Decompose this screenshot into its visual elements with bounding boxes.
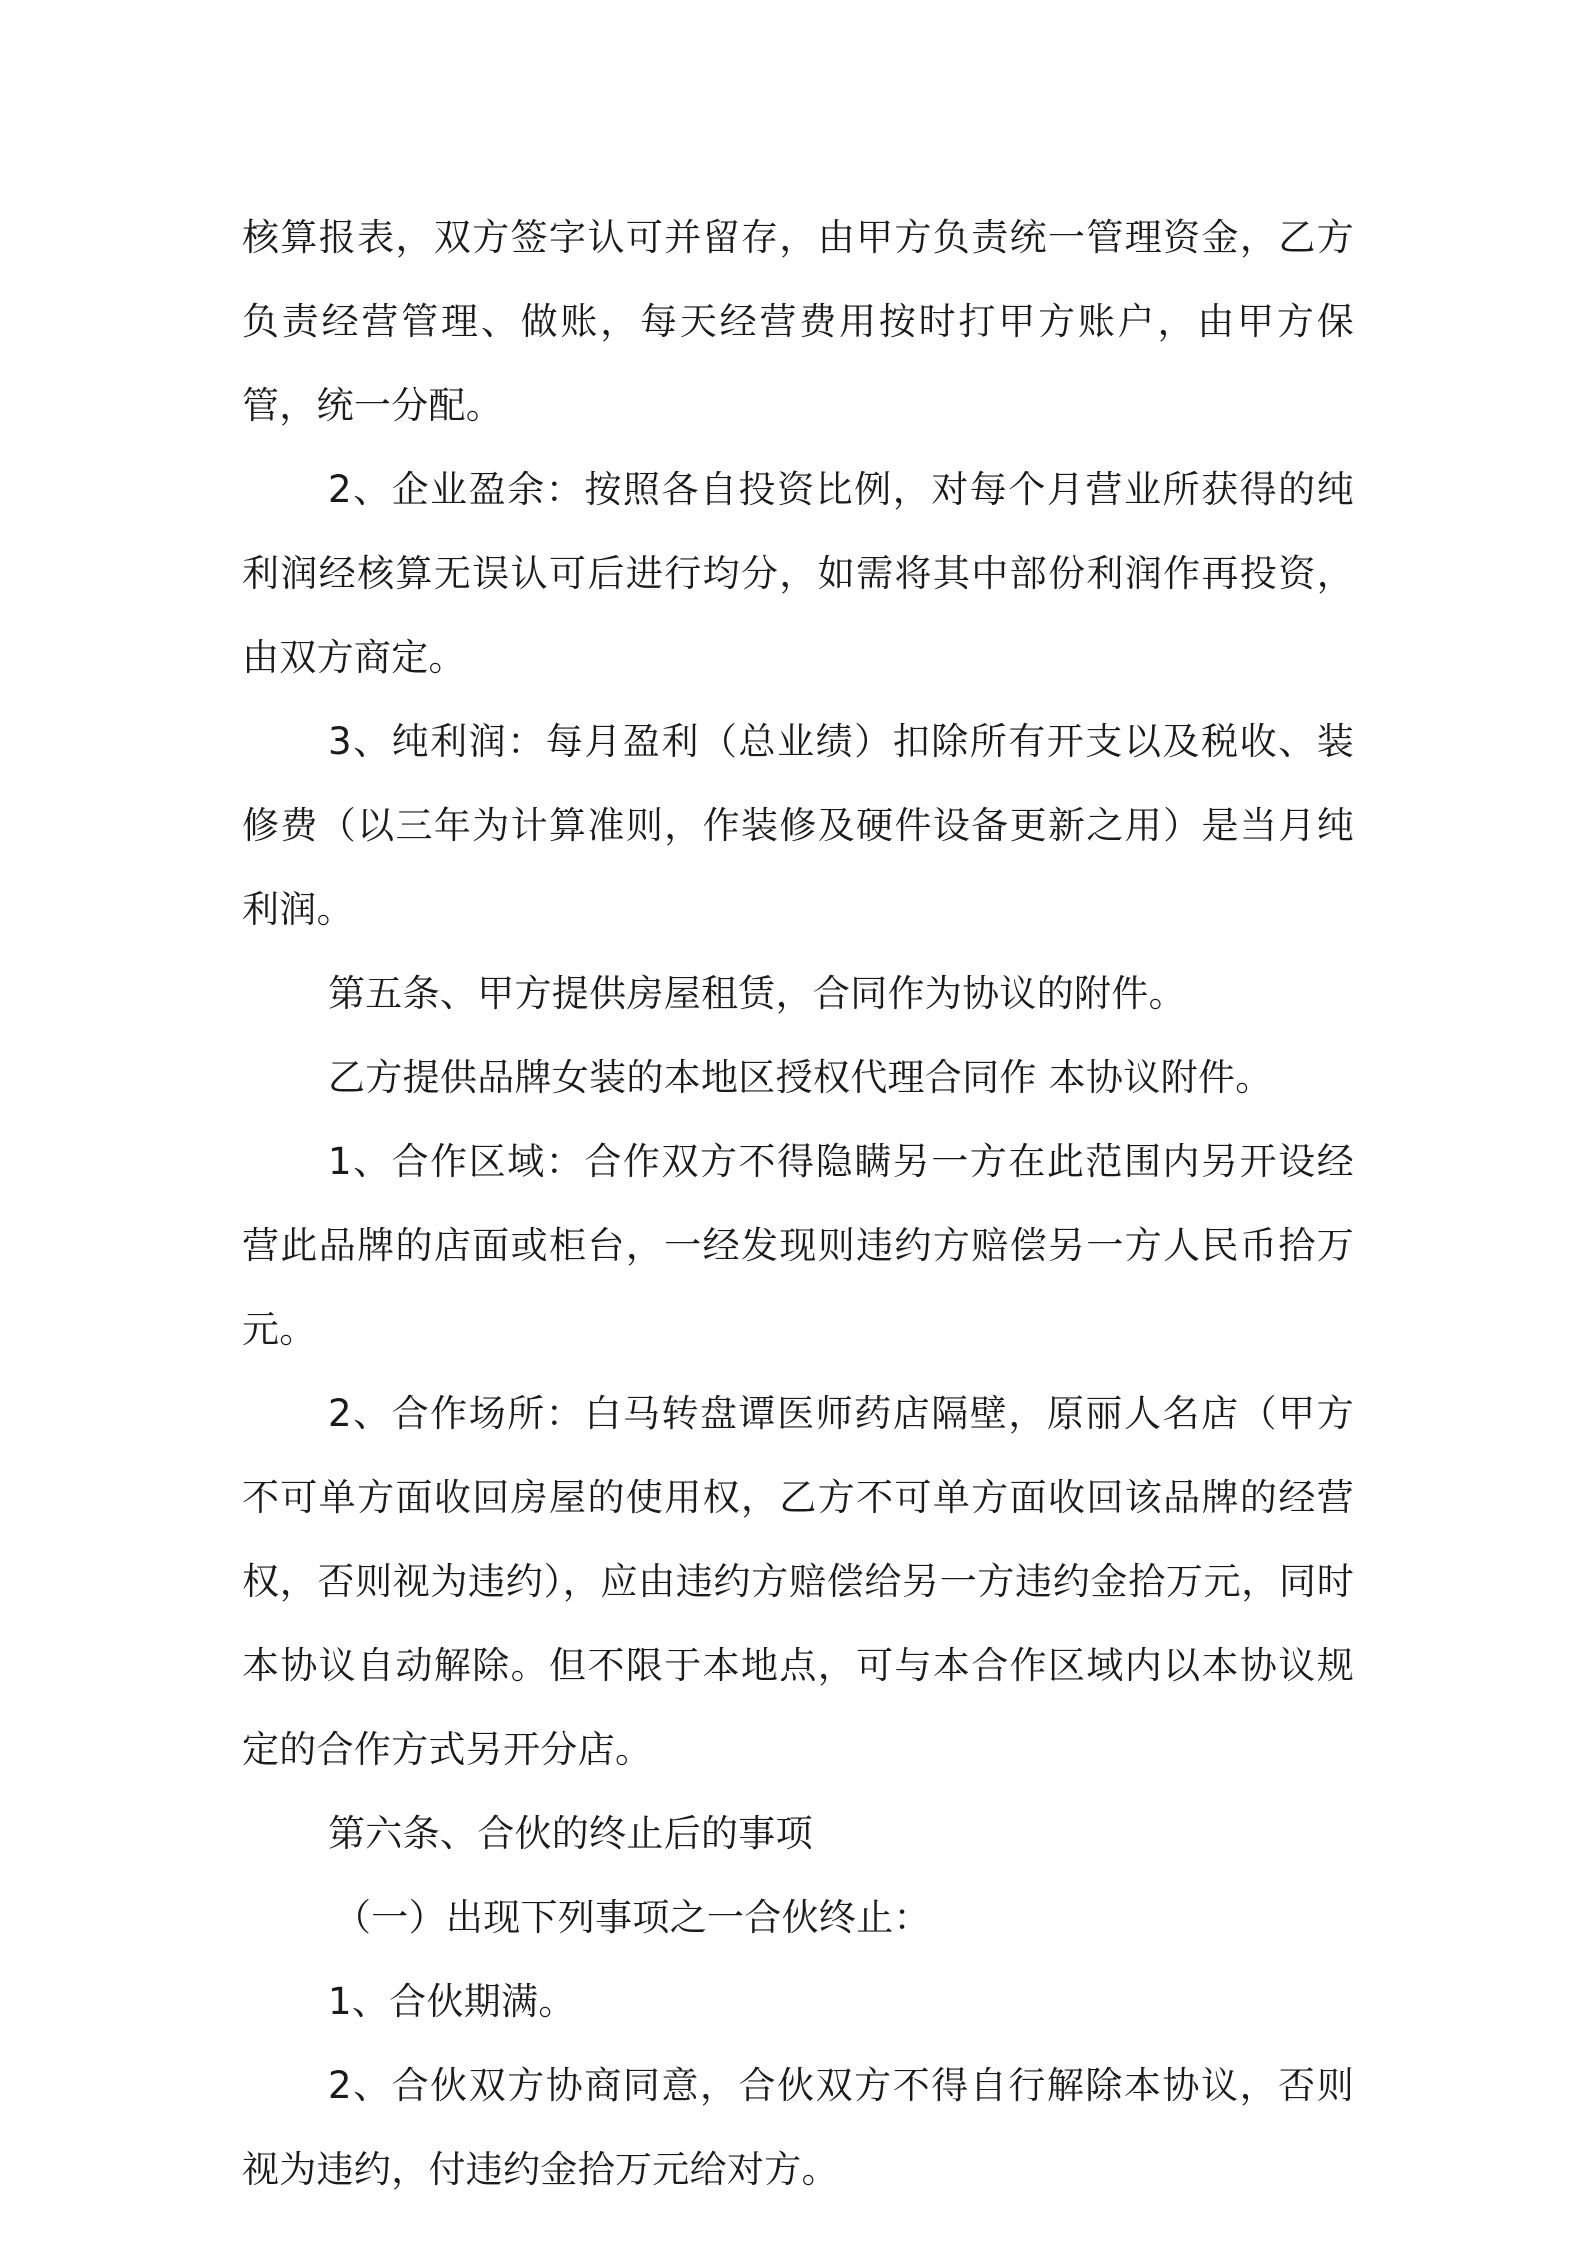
paragraph-article-six-heading: 第六条、合伙的终止后的事项 (328, 1812, 813, 1855)
paragraph-mutual-agreement: 2、合伙双方协商同意，合伙双方不得自行解除本协议，否则视为违约，付违约金拾万元给对方。 (242, 2064, 1354, 2191)
paragraph-enterprise-surplus: 2、企业盈余：按照各自投资比例，对每个月营业所获得的纯利润经核算无误认可后进行均分，如需将其中部份利润作再投资，由双方商定。 (242, 468, 1354, 679)
paragraph-term-expiry: 1、合伙期满。 (328, 1980, 576, 2023)
paragraph-accounting-management: 核算报表，双方签字认可并留存，由甲方负责统一管理资金，乙方负责经营管理、做账，每天经营费用按时打甲方账户，由甲方保管，统一分配。 (242, 216, 1354, 427)
paragraph-article-five: 第五条、甲方提供房屋租赁，合同作为协议的附件。 (328, 972, 1186, 1015)
paragraph-cooperation-area: 1、合作区域：合作双方不得隐瞒另一方在此范围内另开设经营此品牌的店面或柜台，一经发现则违约方赔偿另一方人民币拾万元。 (242, 1140, 1354, 1351)
paragraph-cooperation-venue: 2、合作场所：白马转盘谭医师药店隔壁，原丽人名店（甲方不可单方面收回房屋的使用权，乙方不可单方面收回该品牌的经营权，否则视为违约），应由违约方赔偿给另一方违约金拾万元，同时本协议自动解除。但不限于本地点，可与本合作区域内以本协议规定的合作方式另开分店。 (242, 1392, 1354, 1771)
paragraph-net-profit: 3、纯利润：每月盈利（总业绩）扣除所有开支以及税收、装修费（以三年为计算准则，作装修及硬件设备更新之用）是当月纯利润。 (242, 720, 1354, 931)
paragraph-termination-conditions: （一）出现下列事项之一合伙终止： (334, 1896, 931, 1939)
paragraph-brand-authorization: 乙方提供品牌女装的本地区授权代理合同作 本协议附件。 (328, 1056, 1273, 1099)
document-body (242, 196, 1354, 2212)
